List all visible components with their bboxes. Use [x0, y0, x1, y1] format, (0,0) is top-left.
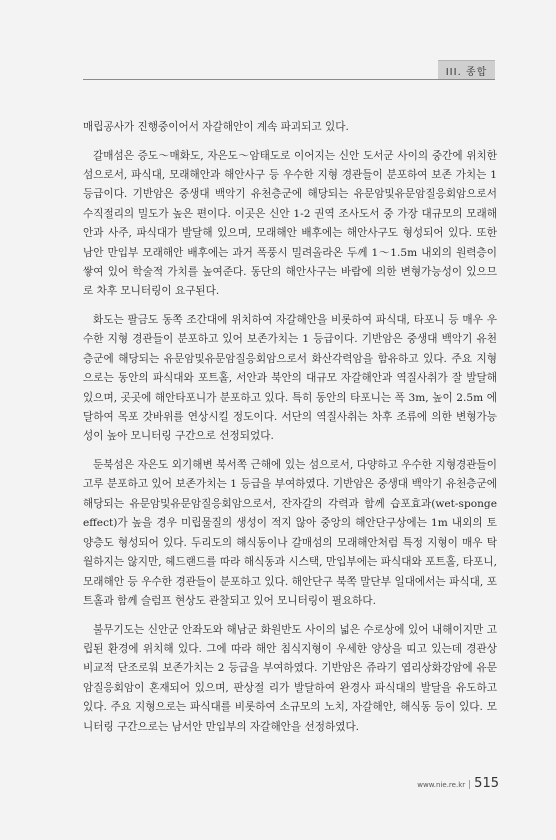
- header-rule: [83, 79, 495, 80]
- section-header-tab: [438, 60, 495, 80]
- section-title: III. 종합: [445, 67, 488, 78]
- page-number: 515: [474, 776, 499, 791]
- page-footer: [417, 776, 499, 791]
- footer-url: www.nie.re.kr: [417, 781, 466, 789]
- paragraph-galmaeseom: 갈매섬은 증도～매화도, 자은도～암태도로 이어지는 신안 도서군 사이의 중간에 위치한 섬으로서, 파식대, 모래해안과 해안사구 등 우수한 지형 경관들이 분포하여 보존 가치는 1 등급이다. 기반암은 중생대 백악기 유천층군에 해당되는 유문암및유문암질응회암으로서 수직절리의 밀도가 높은 편이다. 이곳은 신안 1-2 권역 조사도서 중 가장 대규모의 모래해안과 사주, 파식대가 발달해 있으며, 모래해안 배후에는 해안사구도 형성되어 있다. 또한 남안 만입부 모래해안 배후에는 과거 폭풍시 밀려올라온 두께 1～1.5m 내외의 원력층이 쌓여 있어 학술적 가치를 높여준다. 동단의 해안사구는 바람에 의한 변형가능성이 있으므로 차후 모니터링이 요구된다.: [83, 149, 497, 298]
- paragraph-hwado: 화도는 팔금도 동쪽 조간대에 위치하여 자갈해안을 비롯하여 파식대, 타포니 등 매우 우수한 지형 경관들이 분포하고 있어 보존가치는 1 등급이다. 기반암은 중생대 백악기 유천층군에 해당되는 유문암및유문암질응회암으로서 화산각력암을 함유하고 있다. 주요 지형으로는 동안의 파식대와 포트홀, 서안과 북안의 대규모 자갈해안과 역질사취가 잘 발달해 있으며, 곳곳에 해안타포니가 분포하고 있다. 특히 동안의 타포니는 폭 3m, 높이 2.5m 에 달하여 목포 갓바위를 연상시킬 정도이다. 서단의 역질사취는 차후 조류에 의한 변형가능성이 높아 모니터링 구간으로 선정되었다.: [83, 314, 497, 443]
- paragraph-dunbukseom: 둔북섬은 자은도 외기해변 북서쪽 근해에 있는 섬으로서, 다양하고 우수한 지형경관들이 고루 분포하고 있어 보존가치는 1 등급을 부여하였다. 기반암은 중생대 백악기 유천층군에 해당되는 유문암및유문암질응회암으로서, 잔자갈의 각력과 함께 습포효과(wet-sponge effect)가 높을 경우 미립물질의 생성이 적지 않아 중앙의 해안단구상에는 1m 내외의 토양층도 형성되어 있다. 두리도의 해식동이나 갈매섬의 모래해안처럼 특정 지형이 매우 탁월하지는 않지만, 헤드랜드를 따라 해식동과 시스택, 만입부에는 파식대와 포트홀, 타포니, 모래해안 등 우수한 경관들이 분포하고 있다. 해안단구 북쪽 말단부 일대에서는 파식대, 포트홀과 함께 슬럼프 현상도 관찰되고 있어 모니터링이 필요하다.: [83, 459, 497, 607]
- body-text: [83, 118, 497, 746]
- footer-separator: |: [468, 780, 472, 790]
- paragraph-bulmugido: 불무기도는 신안군 안좌도와 해남군 화원반도 사이의 넓은 수로상에 있어 내해이지만 고립된 환경에 위치해 있다. 그에 따라 해안 침식지형이 우세한 양상을 띠고 있는데 경관상 비교적 단조로워 보존가치는 2 등급을 부여하였다. 기반암은 쥬라기 엽리상화강암에 유문암질응회암이 혼재되어 있으며, 판상절 리가 발달하여 완경사 파식대의 발달을 유도하고 있다. 주요 지형으로는 파식대를 비롯하여 소규모의 노치, 자갈해안, 해식동 등이 있다. 모니터링 구간으로는 남서안 만입부의 자갈해안을 선정하였다.: [83, 623, 497, 733]
- paragraph-continuation: 매립공사가 진행중이어서 자갈해안이 계속 파괴되고 있다.: [83, 121, 349, 133]
